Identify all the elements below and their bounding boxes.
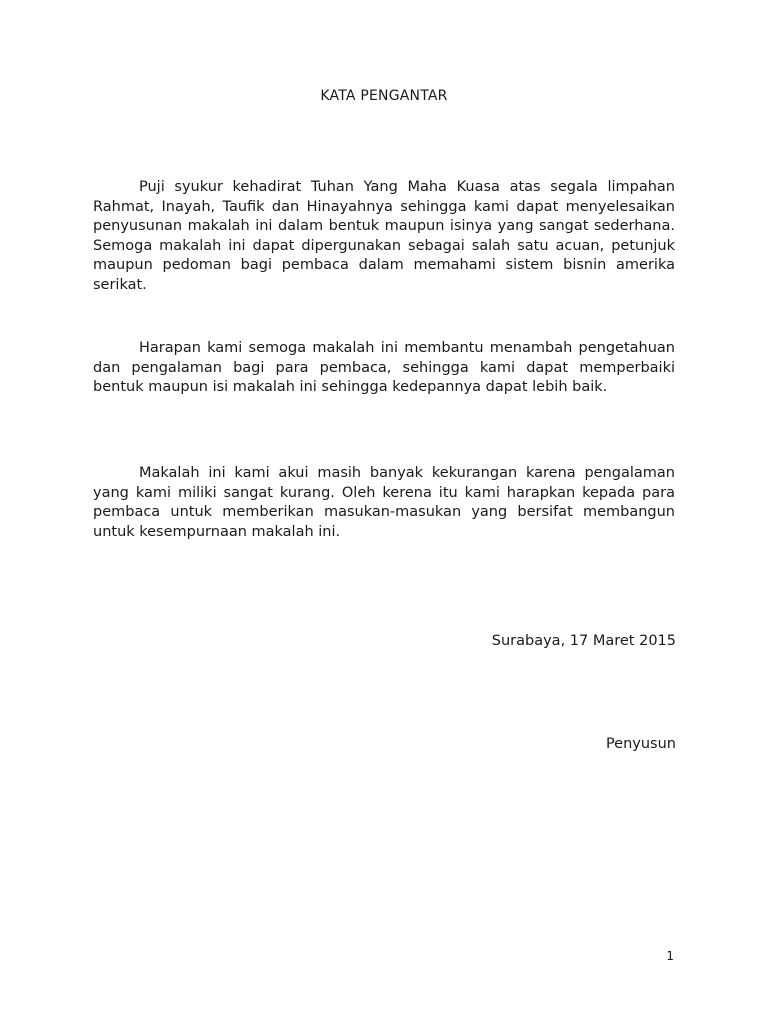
paragraph-2: Harapan kami semoga makalah ini membantu menambah pengetahuan dan pengalaman bagi para pembaca, sehingga kami dapat memperbaiki bentuk maupun isi makalah ini sehingga kedepannya dapat lebih baik. — [93, 340, 675, 395]
paragraph-3: Makalah ini kami akui masih banyak kekurangan karena pengalaman yang kami miliki sangat kurang. Oleh kerena itu kami harapkan kepada para pembaca untuk memberikan masukan-masukan yang bersifat membangun untuk kesempurnaan makalah ini. — [93, 465, 675, 540]
signer: Penyusun — [605, 736, 676, 752]
place-date: Surabaya, 17 Maret 2015 — [491, 633, 676, 649]
page-title: KATA PENGANTAR — [320, 88, 448, 104]
page-number: 1 — [666, 949, 674, 963]
paragraph-1: Puji syukur kehadirat Tuhan Yang Maha Kuasa atas segala limpahan Rahmat, Inayah, Taufik dan Hinayahnya sehingga kami dapat menyelesaikan penyusunan makalah ini dalam bentuk maupun isinya yang sangat sederhana. Semoga makalah ini dapat dipergunakan sebagai salah satu acuan, petunjuk maupun pedoman bagi pembaca dalam memahami sistem bisnin amerika serikat. — [93, 179, 675, 293]
